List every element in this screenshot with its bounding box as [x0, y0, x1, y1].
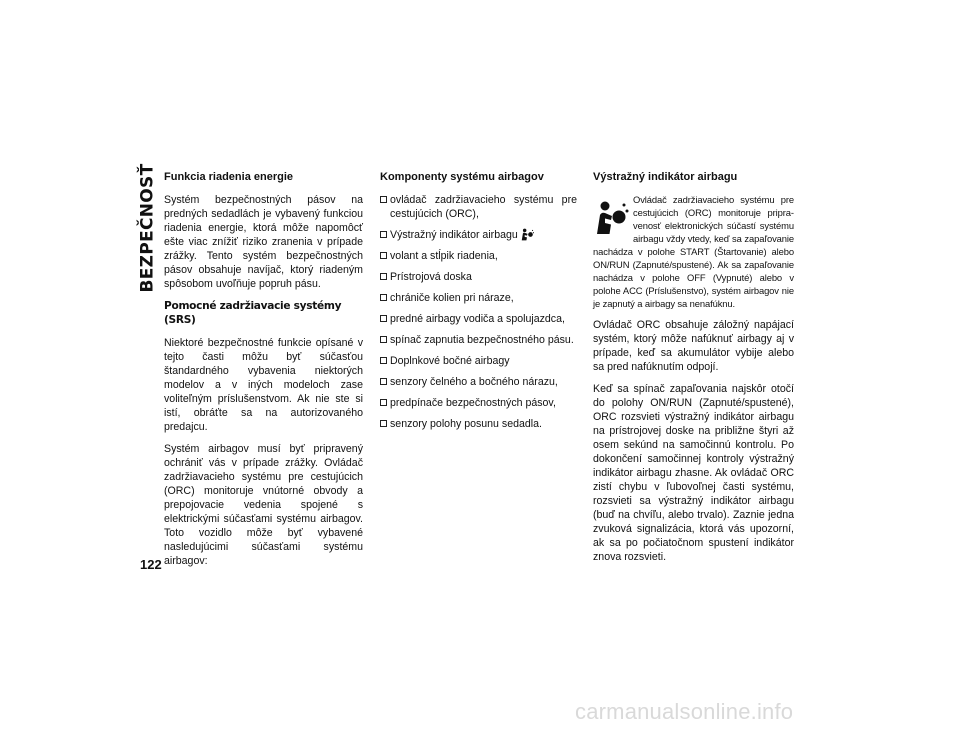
- paragraph-backup-power: Ovládač ORC obsahuje záložný napájací systém, ktorý môže nafúknuť airbagy aj v prípade, keď sa akumulátor vybije alebo sa pred nafúknutím odpojí.: [593, 319, 794, 373]
- section-side-label: [133, 163, 161, 293]
- paragraph-energy-management: Systém bezpečnostných pásov na predných sedadlách je vybavený funkciou riadenia energie, ktorá môže napomôcť ešte viac znížiť riziko zranenia v prípade zrážky. Tento systém bezpečnostných pásov obsahuje navíjač, ktorý riadeným spôsobom uvoľňuje popruh pásu.: [164, 194, 363, 290]
- paragraph-srs-options: Niektoré bezpečnostné funkcie opísané v tejto časti môžu byť súčasťou štandardného vybavenia niektorých modelov a v iných modeloch zase voliteľným príslušenstvom. Ak nie ste si istí, obráťte sa na autorizovaného predajcu.: [164, 337, 363, 433]
- checkbox-bullet-icon: [380, 273, 387, 280]
- list-item: Výstražný indikátor airbagu: [380, 228, 577, 242]
- checkbox-bullet-icon: [380, 196, 387, 203]
- column-3: [593, 170, 794, 572]
- checkbox-bullet-icon: [380, 378, 387, 385]
- watermark: carmanualsonline.info: [575, 699, 794, 724]
- checkbox-bullet-icon: [380, 420, 387, 427]
- list-item: spínač zapnutia bezpečnostného pásu.: [380, 333, 577, 347]
- airbag-warning-intro: [593, 193, 794, 310]
- checkbox-bullet-icon: [380, 252, 387, 259]
- airbag-warning-icon: [520, 228, 534, 241]
- checkbox-bullet-icon: [380, 336, 387, 343]
- list-item: senzory čelného a bočného nárazu,: [380, 375, 577, 389]
- airbag-warning-icon: [593, 198, 629, 236]
- heading-energy-management: Funkcia riadenia energie: [164, 171, 293, 183]
- heading-airbag-warning-light: Výstražný indikátor airbagu: [593, 171, 738, 183]
- paragraph-airbag-system: Systém airbagov musí byť pripravený ochrániť vás v prípade zrážky. Ovládač zadržiavacieho systému pre cestujúcich (ORC) monitoruje vnútorné obvody a prepojovacie vedenia spojené s elektrickými súčasťami systému airbagov. Toto vozidlo môže byť vybavené nasledujúcimi súčasťami systému airbagov:: [164, 443, 363, 567]
- section-side-label-text: BEZPEČNOSŤ: [137, 163, 157, 293]
- list-item: predpínače bezpečnostných pásov,: [380, 396, 577, 410]
- list-item: Prístrojová doska: [380, 270, 577, 284]
- heading-srs: Pomocné zadržiavacie systémy (SRS): [164, 300, 342, 326]
- page-number: 122: [140, 557, 162, 572]
- checkbox-bullet-icon: [380, 294, 387, 301]
- column-2: [380, 170, 577, 438]
- column-1: [164, 170, 363, 576]
- heading-airbag-components: Komponenty systému airbagov: [380, 171, 544, 183]
- airbag-components-list: [380, 193, 577, 431]
- list-item: chrániče kolien pri náraze,: [380, 291, 577, 305]
- list-item: senzory polohy posunu sedadla.: [380, 417, 577, 431]
- paragraph-self-check: Keď sa spínač zapaľovania najskôr otočí do polohy ON/RUN (Zapnuté/spustené), ORC rozsvieti výstražný indikátor airbagu na prístrojovej doske na približne štyri až osem sekúnd na samočinnú kontrolu. Po dokončení samočinnej kontroly výstražný indikátor airbagu zhasne. Ak ovládač ORC zistí chybu v ľubovoľnej časti systému, rozsvieti sa výstražný indikátor airbagu (buď na chvíľu, alebo trvalo). Zaznie jedna zvuková signalizácia, ktorá vás upozorní, ak sa po počiatočnom spustení indikátor znova rozsvieti.: [593, 383, 794, 563]
- checkbox-bullet-icon: [380, 399, 387, 406]
- list-item: predné airbagy vodiča a spolujazdca,: [380, 312, 577, 326]
- checkbox-bullet-icon: [380, 231, 387, 238]
- checkbox-bullet-icon: [380, 315, 387, 322]
- list-item: Doplnkové bočné airbagy: [380, 354, 577, 368]
- list-item: volant a stĺpik riadenia,: [380, 249, 577, 263]
- list-item: ovládač zadržiavacieho systému pre cestujúcich (ORC),: [380, 193, 577, 221]
- airbag-warning-intro-text: Ovládač zadržiavacieho systému pre cestujúcich (ORC) monitoruje pripravenosť elektronických súčastí systému airbagu vždy vtedy, keď sa zapaľovanie nachádza v polohe START (Štartovanie) alebo ON/RUN (Zapnuté/spustené). Ak sa zapaľovanie nachádza v polohe OFF (Vypnuté) alebo v polohe ACC (Príslušenstvo), systém airbagov nie je zapnutý a airbagy sa nenafúknu.: [593, 194, 794, 309]
- checkbox-bullet-icon: [380, 357, 387, 364]
